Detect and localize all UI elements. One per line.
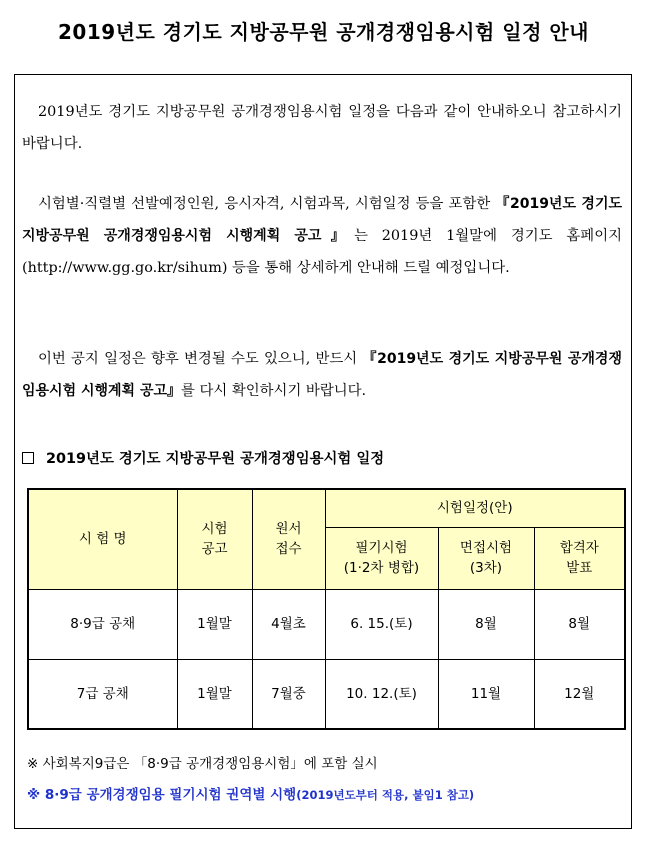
page-title: 2019년도 경기도 지방공무원 공개경쟁임용시험 일정 안내 bbox=[57, 20, 590, 44]
caution-paragraph bbox=[22, 343, 622, 407]
intro-paragraph bbox=[22, 96, 622, 160]
note-regional-main: ※ 8·9급 공개경쟁임용 필기시험 권역별 시행 bbox=[27, 787, 297, 803]
cell-written-exam: 6. 15.(토) bbox=[325, 589, 438, 659]
header-interview-line1: 면접시험 bbox=[459, 540, 513, 556]
note-social-welfare: ※ 사회복지9급은 「8·9급 공개경쟁임용시험」에 포함 실시 bbox=[27, 756, 378, 772]
cell-interview: 8월 bbox=[438, 589, 534, 659]
header-schedule: 시험일정(안) bbox=[325, 489, 625, 527]
section-heading bbox=[22, 447, 384, 468]
cell-announcement: 1월말 bbox=[177, 589, 252, 659]
header-announcement-line1: 시험 bbox=[201, 521, 228, 538]
header-application-line2: 접수 bbox=[275, 541, 302, 558]
header-written-line2: (1·2차 병합) bbox=[343, 560, 420, 576]
header-written-line1: 필기시험 bbox=[355, 540, 408, 556]
cell-interview: 11월 bbox=[438, 659, 534, 729]
header-application bbox=[252, 489, 325, 589]
header-written-exam bbox=[325, 527, 438, 589]
header-result-line2: 발표 bbox=[566, 560, 593, 576]
section-heading-text: 2019년도 경기도 지방공무원 공개경쟁임용시험 일정 bbox=[46, 451, 385, 467]
caution-text-a: 이번 공지 일정은 향후 변경될 수도 있으니, 반드시 bbox=[38, 351, 363, 367]
cell-announcement: 1월말 bbox=[177, 659, 252, 729]
header-exam-name: 시 험 명 bbox=[28, 489, 177, 589]
details-notice-title: 『2019년도 경기도 지방공무원 공개경쟁임용시험 시행계획 공고』 bbox=[22, 196, 622, 244]
cell-written-exam: 10. 12.(토) bbox=[325, 659, 438, 729]
cell-exam-name: 8·9급 공채 bbox=[28, 589, 177, 659]
details-text-c: 는 2019년 1월말에 경기도 홈페이지(http://www.gg.go.kr/sihum) 등을 통해 상세하게 안내해 드릴 예정입니다. bbox=[22, 228, 622, 276]
cell-application: 4월초 bbox=[252, 589, 325, 659]
cell-exam-name: 7급 공채 bbox=[28, 659, 177, 729]
table-row bbox=[28, 589, 625, 659]
caution-notice-title: 『2019년도 경기도 지방공무원 공개경쟁임용시험 시행계획 공고』 bbox=[22, 351, 622, 399]
schedule-table bbox=[27, 488, 626, 730]
header-interview bbox=[438, 527, 534, 589]
header-announcement-line2: 공고 bbox=[201, 541, 228, 558]
details-paragraph bbox=[22, 188, 622, 284]
table-row bbox=[28, 659, 625, 729]
checkbox-square-icon bbox=[22, 452, 34, 464]
header-result-line1: 합격자 bbox=[559, 540, 599, 556]
header-application-line1: 원서 bbox=[275, 521, 302, 538]
details-text-a: 시험별·직렬별 선발예정인원, 응시자격, 시험과목, 시험일정 등을 포함한 bbox=[38, 196, 496, 212]
caution-text-c: 를 다시 확인하시기 바랍니다. bbox=[181, 383, 367, 399]
note-regional-small: (2019년도부터 적용, 붙임1 참고) bbox=[296, 788, 475, 802]
header-announcement bbox=[177, 489, 252, 589]
cell-result: 8월 bbox=[534, 589, 625, 659]
cell-result: 12월 bbox=[534, 659, 625, 729]
note-regional-exam bbox=[27, 783, 474, 803]
header-interview-line2: (3차) bbox=[469, 560, 503, 576]
header-result bbox=[534, 527, 625, 589]
cell-application: 7월중 bbox=[252, 659, 325, 729]
intro-text: 2019년도 경기도 지방공무원 공개경쟁임용시험 일정을 다음과 같이 안내하오니 참고하시기 바랍니다. bbox=[22, 104, 622, 152]
